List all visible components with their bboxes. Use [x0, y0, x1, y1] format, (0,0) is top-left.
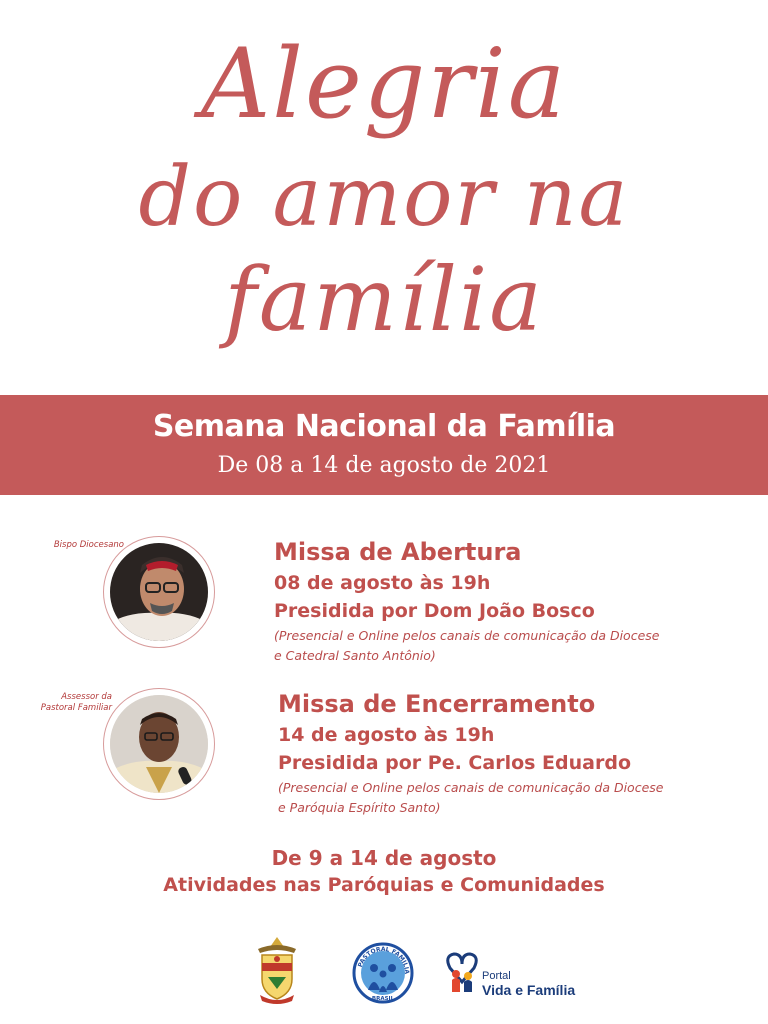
- title-line-2: do amor na: [138, 150, 630, 245]
- event-opening-title: Missa de Abertura: [274, 538, 522, 566]
- diocese-coat-of-arms-icon: [248, 935, 306, 1005]
- portal-vida-familia-icon: [442, 950, 482, 996]
- activities-description: Atividades nas Paróquias e Comunidades: [163, 874, 605, 896]
- event-opening-presider: Presidida por Dom João Bosco: [274, 600, 595, 622]
- caption-assessor: [24, 692, 112, 714]
- activities-dates: De 9 a 14 de agosto: [271, 846, 497, 870]
- photo-priest: [103, 688, 215, 800]
- event-closing-note-line1: (Presencial e Online pelos canais de comunicação da Diocese: [278, 780, 664, 795]
- title-line-1: Alegria: [200, 28, 568, 140]
- photo-bishop: [103, 536, 215, 648]
- event-opening-note-line2: e Catedral Santo Antônio): [274, 648, 436, 663]
- event-opening-date: 08 de agosto às 19h: [274, 572, 491, 594]
- banner-title: Semana Nacional da Família: [152, 409, 616, 444]
- portal-name: Vida e Família: [482, 982, 576, 998]
- caption-bispo: Bispo Diocesano: [53, 540, 124, 550]
- event-closing-date: 14 de agosto às 19h: [278, 724, 495, 746]
- pastoral-familiar-logo-icon: [352, 942, 414, 1004]
- banner-dates: De 08 a 14 de agosto de 2021: [217, 453, 551, 478]
- caption-assessor-line1: Assessor da: [61, 692, 112, 702]
- portrait-bishop-image: [110, 543, 208, 641]
- event-banner: [0, 395, 768, 495]
- pastoral-bottom-text: BRASIL: [371, 996, 395, 1002]
- event-closing-title: Missa de Encerramento: [278, 690, 596, 718]
- event-closing-presider: Presidida por Pe. Carlos Eduardo: [278, 752, 632, 774]
- event-opening-note: [274, 626, 754, 666]
- event-opening-note-line1: (Presencial e Online pelos canais de comunicação da Diocese: [274, 628, 660, 643]
- event-closing-note-line2: e Paróquia Espírito Santo): [278, 800, 441, 815]
- caption-assessor-line2: Pastoral Familiar: [40, 703, 112, 713]
- pastoral-ring-text: PASTORAL FAMILIA: [356, 945, 411, 975]
- portal-label: Portal: [482, 970, 511, 982]
- portrait-priest-image: [110, 695, 208, 793]
- event-closing-note: [278, 778, 758, 818]
- portal-vida-familia-text: [482, 970, 575, 998]
- title-line-3: família: [224, 248, 544, 351]
